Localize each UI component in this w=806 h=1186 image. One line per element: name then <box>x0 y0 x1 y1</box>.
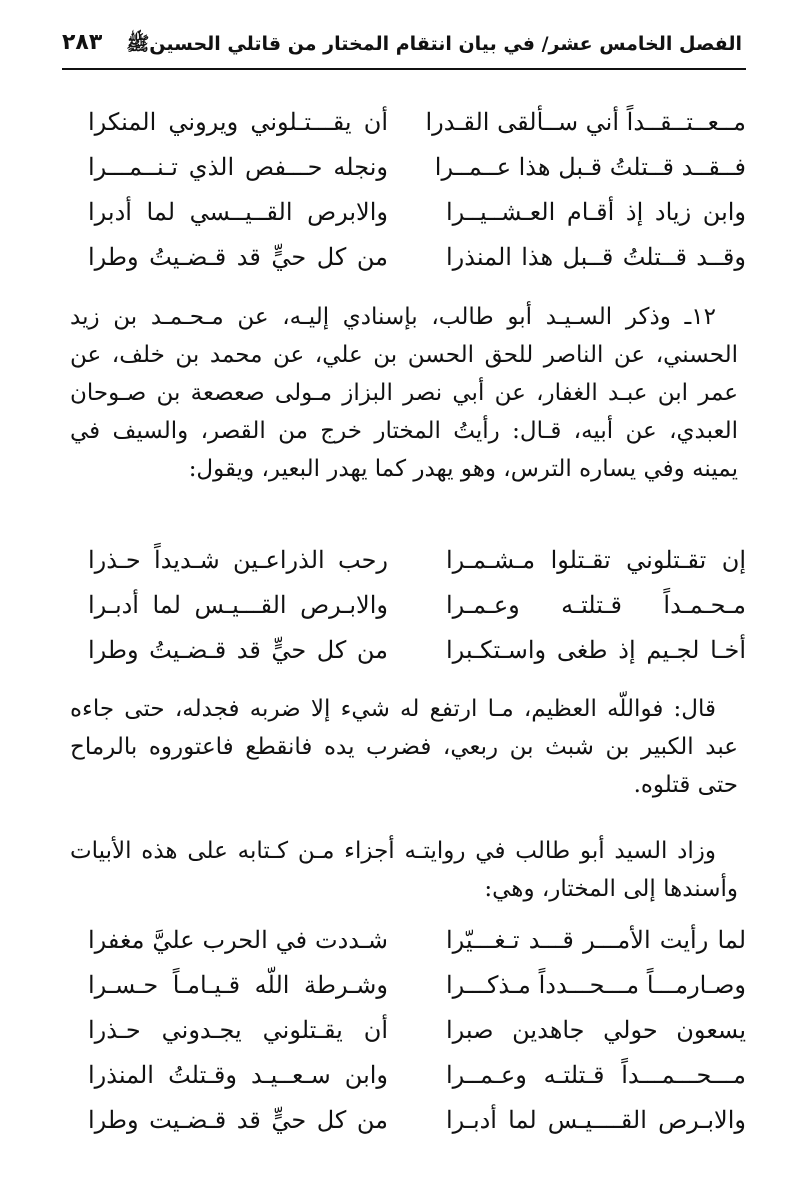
verse-line <box>62 1100 746 1145</box>
verse-second-hemistich: من كل حيٍّ قد قـضـيت وطرا <box>88 1106 388 1134</box>
verse-second-hemistich: أن يقـــتـلوني ويروني المنكرا <box>88 108 388 136</box>
verse-second-hemistich: شـددت في الحرب عليَّ مغفرا <box>88 926 388 954</box>
verse-second-hemistich: وابن سـعــيـد وقـتلتُ المنذرا <box>88 1061 388 1089</box>
chapter-title: الفصل الخامس عشر/ في بيان انتقام المختار من قاتلي الحسينﷺ <box>126 33 742 55</box>
verse-second-hemistich: أن يقـتلوني يجـدوني حـذرا <box>88 1016 388 1044</box>
verse-second-hemistich: وشـرطة اللّه قـيـامـاً حـسـرا <box>88 971 388 999</box>
verse-first-hemistich: لما رأيت الأمـــر قـــد تـغـــيّرا <box>446 926 746 954</box>
narration-paragraph-3 <box>70 832 738 908</box>
verse-first-hemistich: فــقــد قــتلتُ قـبل هذا عــمــرا <box>434 153 746 181</box>
verse-second-hemistich: رحب الذراعـين شـديداً حـذرا <box>88 546 388 574</box>
paragraph-text: ١٢ـ وذكر السـيـد أبو طالب، بإسنادي إليـه، عن مـحـمـد بن زيد الحسني، عن الناصر للحق الحسن بن علي، عن محمد بن خلف، عن عمر ابن عبـد الغفار، عن أبي نصر البزاز مـولى صعصعة بن صـوحان العبدي، عن أبيه، قـال: رأيتُ المختار خرج من القصر، والسيف في يمينه وفي يساره الترس، وهو يهدر كما يهدر البعير، ويقول: <box>70 304 738 482</box>
verse-line <box>62 1010 746 1055</box>
verse-first-hemistich: وابن زياد إذ أقـام العـشــيــرا <box>446 198 746 226</box>
narration-paragraph-1 <box>70 298 738 488</box>
verse-line <box>62 630 746 675</box>
verse-first-hemistich: إن تقـتلوني تقـتلوا مـشـمـرا <box>446 546 746 574</box>
verse-line <box>62 540 746 585</box>
verse-first-hemistich: وقــد قــتلتُ قــبل هذا المنذرا <box>446 243 746 271</box>
paragraph-text: وزاد السيد أبو طالب في روايتـه أجزاء مـن كـتابه على هذه الأبيات وأسندها إلى المختار، وهي: <box>70 838 738 902</box>
verse-first-hemistich: مـحـمـداً قـتلتـه وعـمـرا <box>446 591 746 619</box>
verse-line <box>62 192 746 237</box>
verse-line <box>62 965 746 1010</box>
verse-second-hemistich: من كل حيٍّ قد قـضـيتُ وطرا <box>88 243 388 271</box>
verse-first-hemistich: يسعون حولي جاهدين صبرا <box>446 1016 746 1044</box>
header-divider <box>62 68 746 70</box>
verse-block-2 <box>62 540 746 675</box>
verse-line <box>62 1055 746 1100</box>
running-header <box>62 28 742 68</box>
verse-second-hemistich: والابرص القــيــسي لما أدبرا <box>88 198 388 226</box>
verse-second-hemistich: والابـرص القـــيـس لما أدبـرا <box>88 591 388 619</box>
verse-second-hemistich: ونجله حـــفص الذي تـنــمـــرا <box>88 153 388 181</box>
verse-line <box>62 237 746 282</box>
verse-first-hemistich: أخـا لجـيم إذ طغى واسـتكـبرا <box>446 636 746 664</box>
verse-line <box>62 585 746 630</box>
narration-paragraph-2 <box>70 690 738 804</box>
verse-second-hemistich: من كل حيٍّ قد قـضـيتُ وطرا <box>88 636 388 664</box>
verse-block-3 <box>62 920 746 1145</box>
verse-first-hemistich: والابـرص القــــيـس لما أدبـرا <box>446 1106 746 1134</box>
verse-line <box>62 102 746 147</box>
verse-first-hemistich: مــعــتــقــداً أني ســألقى القـدرا <box>425 108 746 136</box>
verse-block-1 <box>62 102 746 282</box>
verse-line <box>62 920 746 965</box>
verse-line <box>62 147 746 192</box>
verse-first-hemistich: مـــحـــمـــداً قـتلتـه وعـمــرا <box>446 1061 746 1089</box>
verse-first-hemistich: وصـارمـــاً مـــحـــدداً مـذكـــرا <box>446 971 746 999</box>
paragraph-text: قال: فواللّه العظيم، مـا ارتفع له شيء إلا ضربه فجدله، حتى جاءه عبد الكبير بن شبث بن ربعي، فضرب يده فانقطع فاعتوروه بالرماح حتى قتلوه. <box>70 696 738 798</box>
page-number: ٢٨٣ <box>62 30 103 55</box>
